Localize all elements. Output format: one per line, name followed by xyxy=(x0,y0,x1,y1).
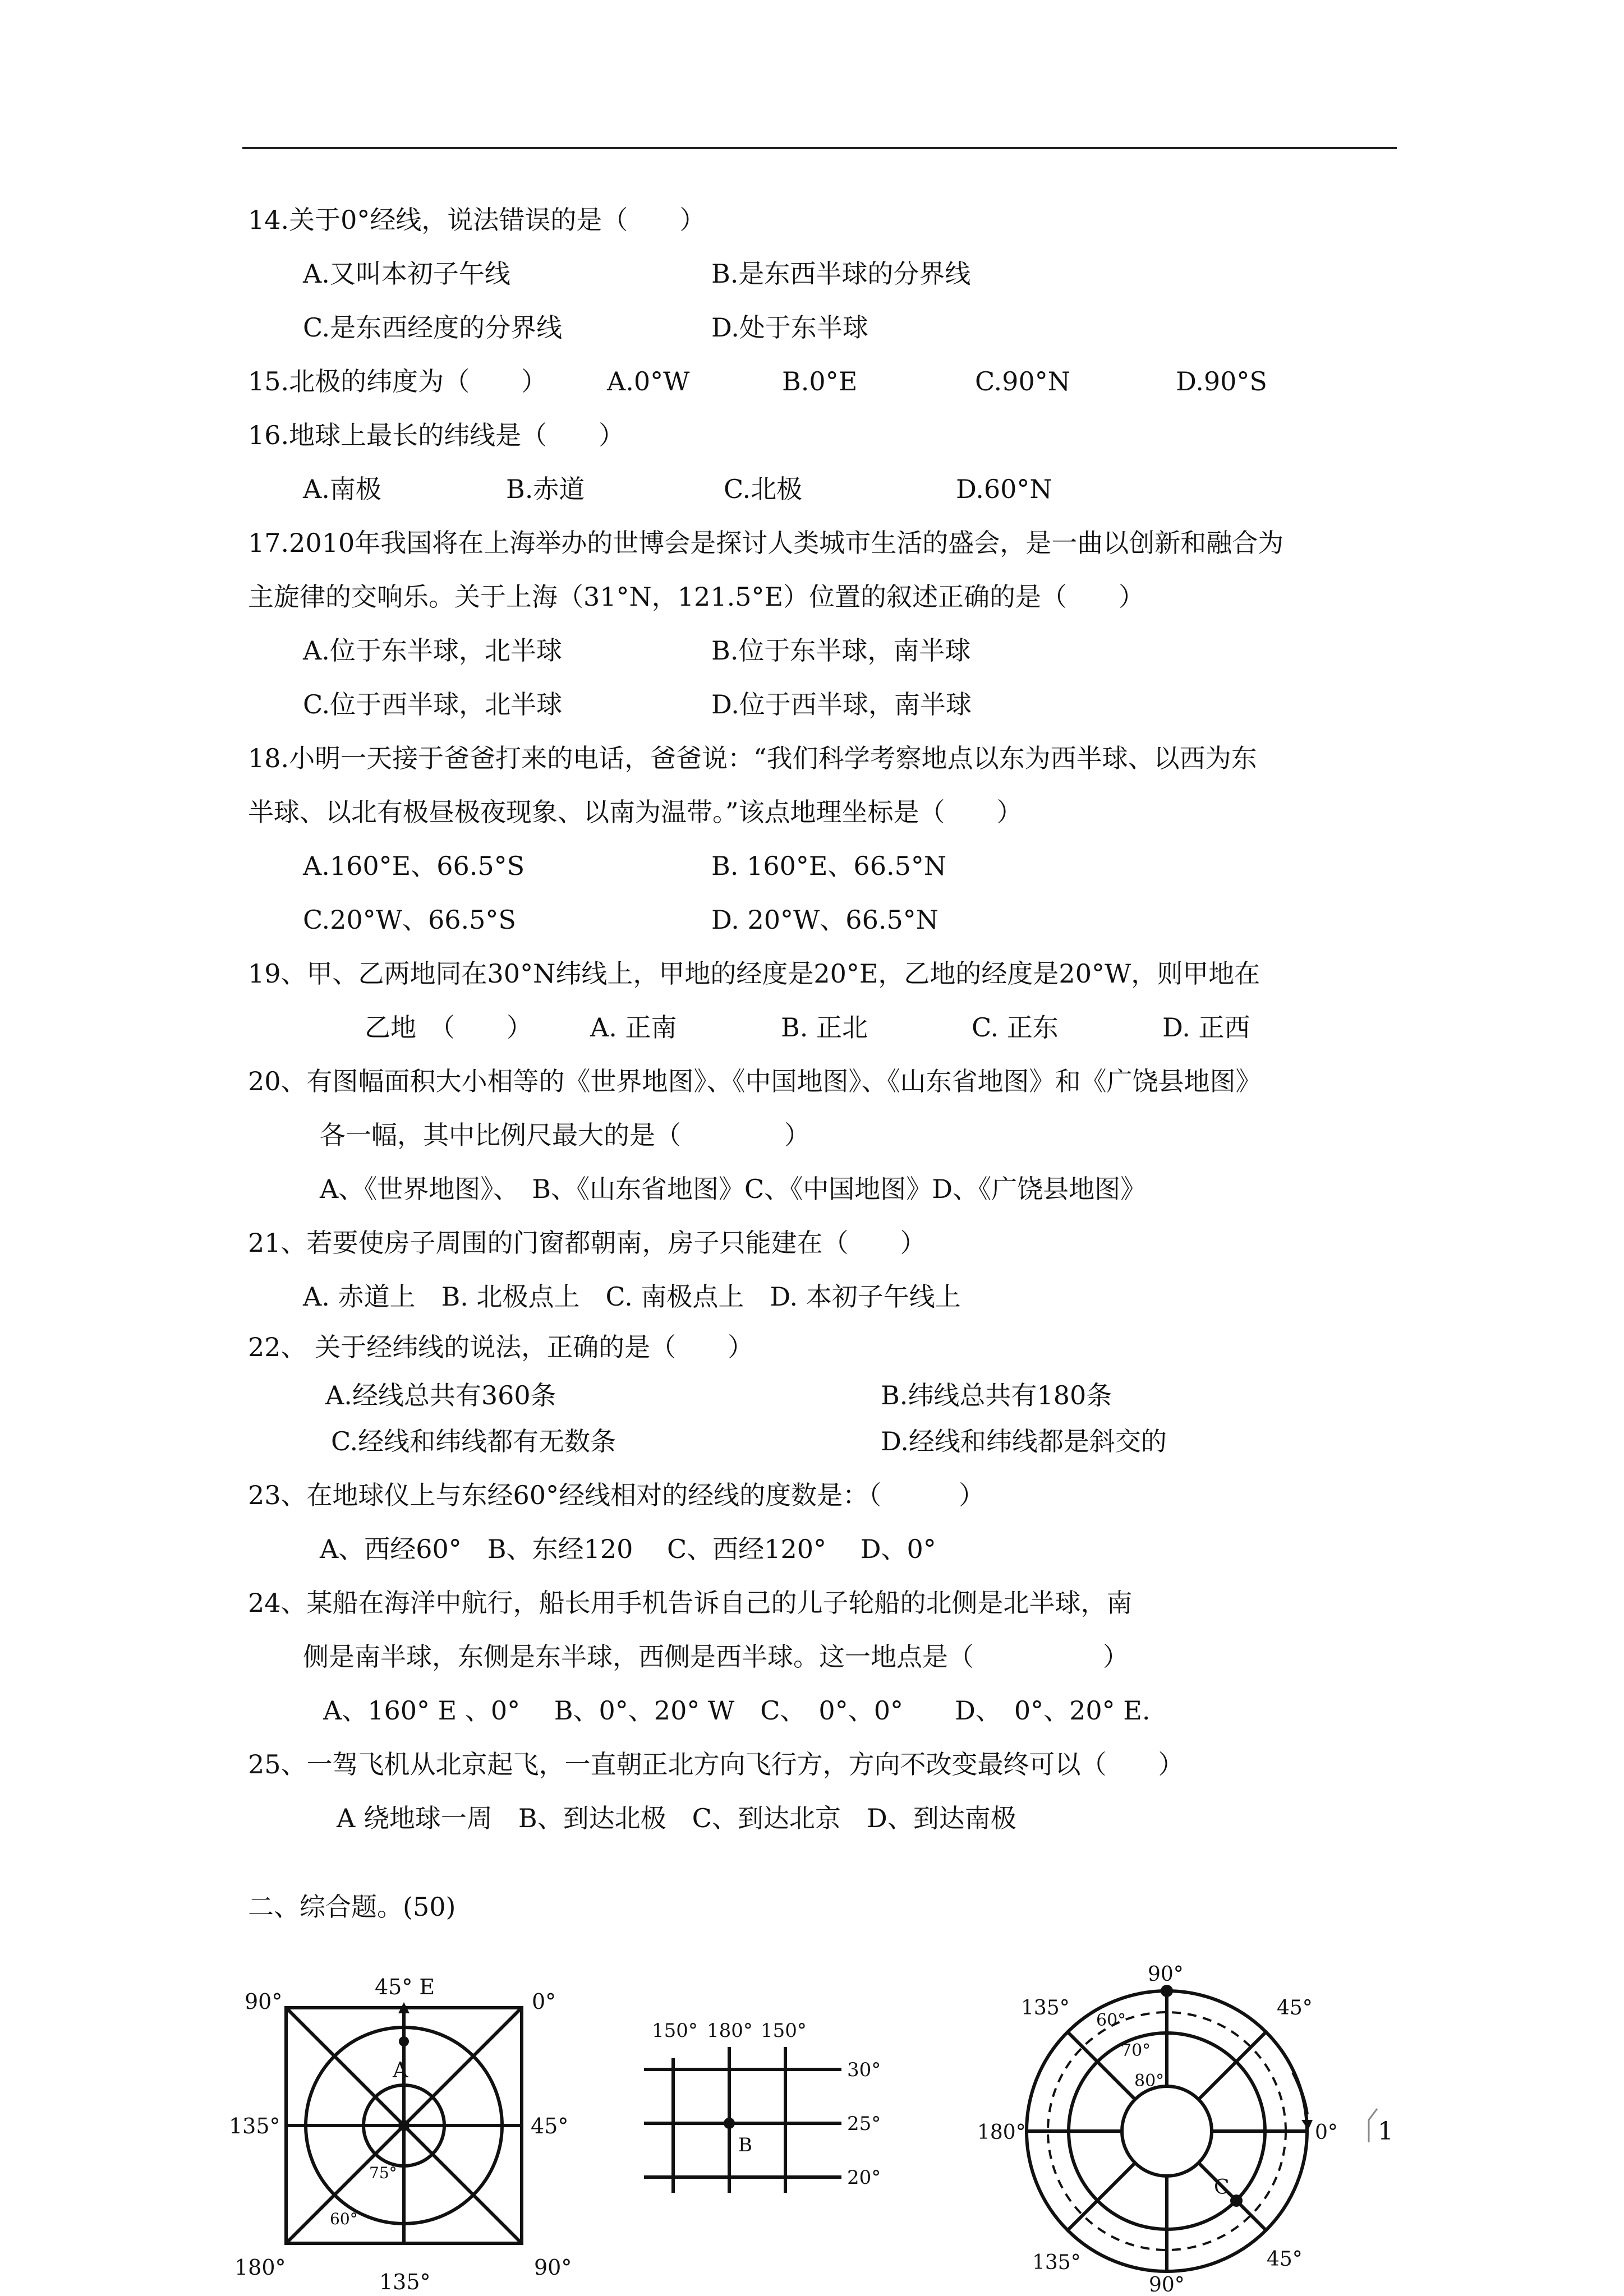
fig3-point-c: C xyxy=(1214,2176,1230,2199)
question-20-stem-continued: 各一幅，其中比例尺最大的是（ ） xyxy=(320,1120,810,1150)
question-16-option-c: C.北极 xyxy=(724,474,803,504)
question-23-options: A、西经60° B、东经120 C、西经120° D、0° xyxy=(320,1534,936,1564)
question-19-option-a: A. 正南 xyxy=(590,1012,677,1043)
section-title: 二、综合题。(50) xyxy=(248,1892,456,1922)
question-22-option-d: D.经线和纬线都是斜交的 xyxy=(881,1426,1167,1456)
fig1-label-left: 135° xyxy=(229,2114,280,2138)
question-14-option-a: A.又叫本初子午线 xyxy=(303,259,510,289)
fig1-lat-outer: 60° xyxy=(330,2210,358,2228)
figure-3-polar-circle xyxy=(976,1952,1380,2296)
fig2-lon-1: 150° xyxy=(652,2020,698,2042)
question-22-option-c: C.经线和纬线都有无数条 xyxy=(331,1426,617,1456)
question-18-option-b: B. 160°E、66.5°N xyxy=(711,851,947,881)
question-19-option-c: C. 正东 xyxy=(972,1012,1059,1043)
fig2-lon-2: 180° xyxy=(707,2020,753,2042)
fig2-lat-2: 25° xyxy=(847,2113,881,2135)
fig3-label-br: 45° xyxy=(1267,2248,1303,2271)
question-20-stem: 20、有图幅面积大小相等的《世界地图》、《中国地图》、《山东省地图》和《广饶县地图》 xyxy=(248,1066,1262,1096)
fig3-label-right: 0° xyxy=(1315,2121,1338,2144)
fig3-ring-60: 60° xyxy=(1096,2011,1126,2030)
question-17-option-a: A.位于东半球，北半球 xyxy=(303,635,562,666)
question-15-option-b: B.0°E xyxy=(782,366,858,397)
question-22-stem: 22、 关于经纬线的说法，正确的是（ ） xyxy=(248,1332,754,1362)
fig1-lat-inner: 75° xyxy=(369,2164,397,2182)
fig3-label-bl: 135° xyxy=(1032,2251,1081,2274)
fig3-label-tr: 45° xyxy=(1277,1997,1313,2020)
fig1-point-a: A xyxy=(393,2058,408,2082)
question-22-option-b: B.纬线总共有180条 xyxy=(881,1380,1112,1410)
fig1-label-top: 45° E xyxy=(375,1975,435,1999)
question-16-option-b: B.赤道 xyxy=(506,474,585,504)
question-18-option-c: C.20°W、66.5°S xyxy=(303,905,516,935)
figure-2-latlon-grid xyxy=(628,1997,909,2210)
fig2-lat-3: 20° xyxy=(847,2166,881,2189)
fig1-label-tl: 90° xyxy=(245,1989,283,2014)
question-22-option-a: A.经线总共有360条 xyxy=(325,1380,556,1410)
question-18-option-a: A.160°E、66.5°S xyxy=(303,851,525,881)
fig3-label-tl: 135° xyxy=(1021,1997,1070,2020)
question-15-option-a: A.0°W xyxy=(607,366,690,397)
fig2-lon-3: 150° xyxy=(761,2020,807,2042)
question-18-stem-continued: 半球、以北有极昼极夜现象、以南为温带。”该点地理坐标是（ ） xyxy=(248,797,1023,827)
header-rule xyxy=(242,147,1397,149)
question-16-option-a: A.南极 xyxy=(303,474,381,504)
fig3-ring-80: 80° xyxy=(1134,2071,1165,2091)
question-17-stem: 17.2010年我国将在上海举办的世博会是探讨人类城市生活的盛会，是一曲以创新和融合为 xyxy=(248,528,1284,558)
question-20-options: A、《世界地图》、 B、《山东省地图》C、《中国地图》D、《广饶县地图》 xyxy=(320,1174,1147,1204)
question-14-option-c: C.是东西经度的分界线 xyxy=(303,312,563,343)
fig2-lat-1: 30° xyxy=(847,2059,881,2081)
question-18-option-d: D. 20°W、66.5°N xyxy=(711,905,938,935)
question-21-options: A. 赤道上 B. 北极点上 C. 南极点上 D. 本初子午线上 xyxy=(303,1281,961,1312)
question-15-stem: 15.北极的纬度为（ ） xyxy=(248,366,548,397)
question-19-stem-continued: 乙地 （ ） xyxy=(365,1012,532,1043)
question-17-option-b: B.位于东半球，南半球 xyxy=(711,635,971,666)
fig1-label-bl: 180° xyxy=(234,2255,286,2280)
question-21-stem: 21、若要使房子周围的门窗都朝南，房子只能建在（ ） xyxy=(248,1228,926,1258)
fig3-ring-70: 70° xyxy=(1121,2041,1151,2060)
question-18-stem: 18.小明一天接于爸爸打来的电话，爸爸说：“我们科学考察地点以东为西半球、以西为东 xyxy=(248,743,1257,773)
fig1-label-tr: 0° xyxy=(532,1989,556,2014)
question-25-stem: 25、一驾飞机从北京起飞，一直朝正北方向飞行方，方向不改变最终可以（ ） xyxy=(248,1749,1184,1779)
fig3-label-top: 90° xyxy=(1148,1963,1184,1986)
question-17-option-d: D.位于西半球，南半球 xyxy=(711,689,972,720)
question-24-stem: 24、某船在海洋中航行，船长用手机告诉自己的儿子轮船的北侧是北半球，南 xyxy=(248,1588,1133,1618)
fig1-label-br: 90° xyxy=(534,2255,572,2280)
question-15-option-d: D.90°S xyxy=(1176,366,1267,397)
fig1-label-right: 45° xyxy=(531,2114,569,2138)
question-14-option-b: B.是东西半球的分界线 xyxy=(711,259,971,289)
question-16-stem: 16.地球上最长的纬线是（ ） xyxy=(248,420,625,450)
question-16-option-d: D.60°N xyxy=(956,474,1052,504)
fig3-label-left: 180° xyxy=(977,2121,1026,2144)
fig3-label-bottom: 90° xyxy=(1149,2274,1185,2296)
question-24-stem-continued: 侧是南半球，东侧是东半球，西侧是西半球。这一地点是（ ） xyxy=(303,1642,1129,1672)
page-number: 1 xyxy=(1378,2117,1393,2146)
figure-1-polar-grid xyxy=(224,1963,583,2294)
question-19-option-b: B. 正北 xyxy=(781,1012,868,1043)
question-23-stem: 23、在地球仪上与东经60°经线相对的经线的度数是：（ ） xyxy=(248,1480,985,1510)
question-17-stem-continued: 主旋律的交响乐。关于上海（31°N，121.5°E）位置的叙述正确的是（ ） xyxy=(248,582,1145,612)
question-25-options: A 绕地球一周 B、到达北极 C、到达北京 D、到达南极 xyxy=(337,1803,1016,1833)
fig2-point-b: B xyxy=(738,2134,752,2156)
question-19-stem: 19、甲、乙两地同在30°N纬线上，甲地的经度是20°E，乙地的经度是20°W，则甲地在 xyxy=(248,958,1260,989)
question-19-option-d: D. 正西 xyxy=(1162,1012,1250,1043)
question-14-stem: 14.关于0°经线，说法错误的是（ ） xyxy=(248,205,706,235)
question-24-options: A、160° E 、0° B、0°、20° W C、 0°、0° D、 0°、20° E. xyxy=(323,1695,1151,1726)
question-15-option-c: C.90°N xyxy=(975,366,1070,397)
fig1-label-bottom: 135° xyxy=(379,2270,431,2294)
question-14-option-d: D.处于东半球 xyxy=(711,312,868,343)
question-17-option-c: C.位于西半球，北半球 xyxy=(303,689,563,720)
